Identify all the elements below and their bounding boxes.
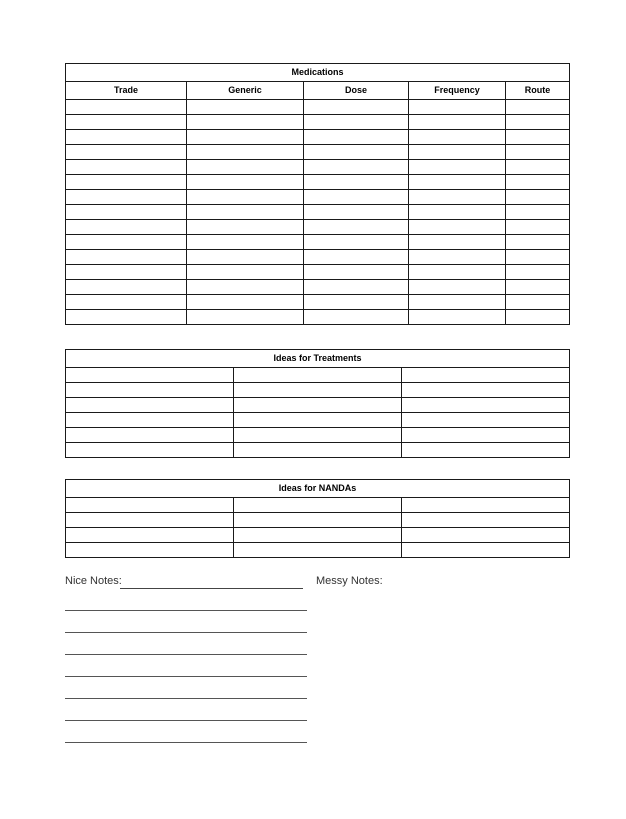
treatments-cell[interactable] — [66, 398, 234, 413]
medications-cell[interactable] — [304, 205, 409, 220]
treatments-cell[interactable] — [402, 383, 570, 398]
medications-cell[interactable] — [187, 205, 304, 220]
treatments-body — [66, 368, 570, 458]
medications-cell[interactable] — [187, 250, 304, 265]
treatments-row — [66, 398, 570, 413]
medications-cell[interactable] — [409, 205, 506, 220]
medications-cell[interactable] — [66, 175, 187, 190]
medications-row — [66, 220, 570, 235]
medications-cell[interactable] — [409, 100, 506, 115]
treatments-row — [66, 413, 570, 428]
treatments-title: Ideas for Treatments — [66, 350, 570, 368]
medications-cell[interactable] — [187, 190, 304, 205]
medications-row — [66, 160, 570, 175]
medications-cell[interactable] — [506, 235, 570, 250]
medications-cell[interactable] — [506, 175, 570, 190]
medications-cell[interactable] — [304, 250, 409, 265]
medications-cell[interactable] — [187, 115, 304, 130]
medications-table — [65, 63, 570, 325]
medications-cell[interactable] — [66, 280, 187, 295]
note-line[interactable] — [65, 654, 307, 655]
nandas-cell[interactable] — [66, 543, 234, 558]
treatments-cell[interactable] — [66, 383, 234, 398]
medications-cell[interactable] — [304, 130, 409, 145]
medications-row — [66, 235, 570, 250]
medications-row — [66, 205, 570, 220]
medications-row — [66, 280, 570, 295]
medications-cell[interactable] — [304, 280, 409, 295]
medications-cell[interactable] — [304, 115, 409, 130]
treatments-row — [66, 428, 570, 443]
medications-cell[interactable] — [409, 175, 506, 190]
medications-cell[interactable] — [506, 160, 570, 175]
medications-cell[interactable] — [409, 190, 506, 205]
medications-cell[interactable] — [66, 220, 187, 235]
nandas-cell[interactable] — [402, 528, 570, 543]
nandas-table — [65, 479, 570, 558]
medications-cell[interactable] — [304, 220, 409, 235]
nandas-cell[interactable] — [66, 498, 234, 513]
medications-cell[interactable] — [187, 310, 304, 325]
nandas-cell[interactable] — [234, 528, 402, 543]
medications-row — [66, 310, 570, 325]
nandas-title: Ideas for NANDAs — [66, 480, 570, 498]
medications-cell[interactable] — [304, 100, 409, 115]
treatments-cell[interactable] — [402, 368, 570, 383]
nandas-row — [66, 513, 570, 528]
treatments-row — [66, 443, 570, 458]
treatments-cell[interactable] — [234, 368, 402, 383]
nandas-cell[interactable] — [402, 513, 570, 528]
medications-cell[interactable] — [66, 250, 187, 265]
medications-cell[interactable] — [409, 220, 506, 235]
treatments-cell[interactable] — [234, 383, 402, 398]
medications-cell[interactable] — [506, 130, 570, 145]
column-header-generic: Generic — [187, 82, 304, 100]
medications-cell[interactable] — [304, 190, 409, 205]
nandas-cell[interactable] — [234, 543, 402, 558]
treatments-cell[interactable] — [66, 413, 234, 428]
treatments-cell[interactable] — [234, 443, 402, 458]
medications-cell[interactable] — [187, 235, 304, 250]
medications-cell[interactable] — [506, 310, 570, 325]
medications-cell[interactable] — [506, 145, 570, 160]
treatments-row — [66, 368, 570, 383]
medications-row — [66, 115, 570, 130]
medications-title: Medications — [66, 64, 570, 82]
medications-cell[interactable] — [304, 145, 409, 160]
medications-cell[interactable] — [66, 115, 187, 130]
medications-cell[interactable] — [506, 115, 570, 130]
nandas-body — [66, 498, 570, 558]
nandas-cell[interactable] — [66, 513, 234, 528]
column-header-frequency: Frequency — [409, 82, 506, 100]
nandas-row — [66, 498, 570, 513]
medications-cell[interactable] — [66, 160, 187, 175]
medications-cell[interactable] — [409, 310, 506, 325]
column-header-dose: Dose — [304, 82, 409, 100]
medications-cell[interactable] — [66, 100, 187, 115]
medications-cell[interactable] — [187, 130, 304, 145]
column-header-route: Route — [506, 82, 570, 100]
note-line[interactable] — [65, 720, 307, 721]
treatments-row — [66, 383, 570, 398]
note-line[interactable] — [65, 742, 307, 743]
medications-row — [66, 130, 570, 145]
medications-cell[interactable] — [66, 205, 187, 220]
medications-cell[interactable] — [304, 235, 409, 250]
medications-cell[interactable] — [187, 280, 304, 295]
medications-cell[interactable] — [304, 295, 409, 310]
note-line[interactable] — [65, 610, 307, 611]
nandas-row — [66, 543, 570, 558]
medications-cell[interactable] — [304, 175, 409, 190]
nandas-row — [66, 528, 570, 543]
medications-cell[interactable] — [66, 310, 187, 325]
medications-cell[interactable] — [409, 115, 506, 130]
medications-cell[interactable] — [66, 190, 187, 205]
medications-cell[interactable] — [409, 295, 506, 310]
medications-cell[interactable] — [409, 130, 506, 145]
medications-cell[interactable] — [409, 145, 506, 160]
medications-cell[interactable] — [66, 295, 187, 310]
medications-row — [66, 145, 570, 160]
note-line[interactable] — [65, 698, 307, 699]
nandas-cell[interactable] — [402, 543, 570, 558]
medications-cell[interactable] — [409, 160, 506, 175]
treatments-cell[interactable] — [234, 428, 402, 443]
treatments-cell[interactable] — [234, 398, 402, 413]
medications-cell[interactable] — [506, 205, 570, 220]
medications-cell[interactable] — [187, 145, 304, 160]
medications-cell[interactable] — [187, 160, 304, 175]
medications-cell[interactable] — [409, 235, 506, 250]
medications-cell[interactable] — [187, 220, 304, 235]
treatments-cell[interactable] — [66, 368, 234, 383]
treatments-cell[interactable] — [402, 428, 570, 443]
medications-cell[interactable] — [409, 250, 506, 265]
medications-row — [66, 175, 570, 190]
medications-cell[interactable] — [506, 250, 570, 265]
medications-row — [66, 265, 570, 280]
nandas-cell[interactable] — [234, 498, 402, 513]
medications-row — [66, 250, 570, 265]
medications-row — [66, 295, 570, 310]
medications-cell[interactable] — [187, 175, 304, 190]
treatments-cell[interactable] — [402, 398, 570, 413]
medications-body — [66, 100, 570, 325]
note-line[interactable] — [65, 632, 307, 633]
medications-cell[interactable] — [66, 235, 187, 250]
medications-cell[interactable] — [187, 295, 304, 310]
column-header-trade: Trade — [66, 82, 187, 100]
treatments-cell[interactable] — [234, 413, 402, 428]
medications-cell[interactable] — [506, 265, 570, 280]
medications-cell[interactable] — [66, 265, 187, 280]
nandas-cell[interactable] — [402, 498, 570, 513]
nandas-cell[interactable] — [234, 513, 402, 528]
medications-cell[interactable] — [66, 145, 187, 160]
medications-cell[interactable] — [506, 190, 570, 205]
medications-cell[interactable] — [66, 130, 187, 145]
nice-notes-inline-line[interactable] — [120, 588, 303, 589]
medications-cell[interactable] — [187, 100, 304, 115]
treatments-cell[interactable] — [402, 413, 570, 428]
medications-cell[interactable] — [506, 100, 570, 115]
treatments-cell[interactable] — [66, 443, 234, 458]
medications-cell[interactable] — [409, 265, 506, 280]
medications-cell[interactable] — [304, 265, 409, 280]
medications-cell[interactable] — [506, 280, 570, 295]
medications-row — [66, 190, 570, 205]
medications-cell[interactable] — [506, 295, 570, 310]
treatments-cell[interactable] — [66, 428, 234, 443]
medications-cell[interactable] — [187, 265, 304, 280]
treatments-table — [65, 349, 570, 458]
medications-cell[interactable] — [506, 220, 570, 235]
medications-row — [66, 100, 570, 115]
medications-cell[interactable] — [409, 280, 506, 295]
medications-cell[interactable] — [304, 310, 409, 325]
treatments-cell[interactable] — [402, 443, 570, 458]
nice-notes-label: Nice Notes: — [65, 575, 122, 587]
messy-notes-label: Messy Notes: — [316, 575, 383, 587]
nandas-cell[interactable] — [66, 528, 234, 543]
medications-cell[interactable] — [304, 160, 409, 175]
note-line[interactable] — [65, 676, 307, 677]
